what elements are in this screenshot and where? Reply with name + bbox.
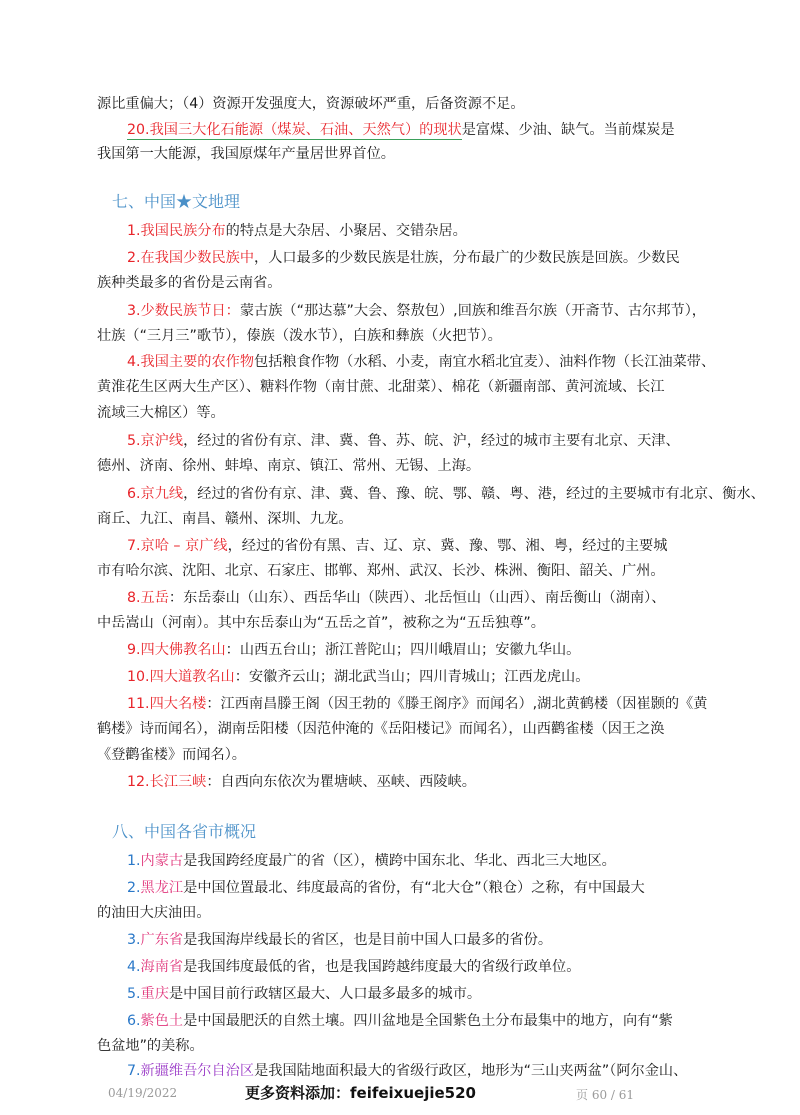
s8-item-6-cont: 色盆地”的美称。 <box>97 1038 204 1054</box>
s7-item-2-cont: 族种类最多的省份是云南省。 <box>97 275 282 291</box>
paragraph-continued: 源比重偏大；（4）资源开发强度大，资源破坏严重，后备资源不足。 <box>97 96 525 112</box>
footer-contact: 更多资料添加：feifeixuejie520 <box>245 1084 476 1102</box>
s8-item-4: 4.海南省是我国纬度最低的省，也是我国跨越纬度最大的省级行政单位。 <box>127 959 581 975</box>
s7-item-11-cont2: 《登鹳雀楼》而闻名）。 <box>97 747 246 763</box>
s8-item-2: 2.黑龙江是中国位置最北、纬度最高的省份，有“北大仓”（粮仓）之称，有中国最大 <box>127 880 645 896</box>
s7-item-10: 10.四大道教名山：安徽齐云山；湖北武当山；四川青城山；江西龙虎山。 <box>127 669 590 685</box>
s7-item-8: 8.五岳：东岳泰山（山东）、西岳华山（陕西）、北岳恒山（山西）、南岳衡山（湖南）、 <box>127 590 666 606</box>
footer-page-number: 页 60 / 61 <box>576 1088 635 1102</box>
s7-item-5-cont: 德州、济南、徐州、蚌埠、南京、镇江、常州、无锡、上海。 <box>97 458 481 474</box>
paragraph-20-line2: 我国第一大能源，我国原煤年产量居世界首位。 <box>97 146 395 162</box>
s8-item-3: 3.广东省是我国海岸线最长的省区，也是目前中国人口最多的省份。 <box>127 932 553 948</box>
s7-item-4: 4.我国主要的农作物包括粮食作物（水稻、小麦，南宜水稻北宜麦）、油料作物（长江油菜带、 <box>127 354 716 370</box>
s7-item-3: 3.少数民族节日：蒙古族（“那达慕”大会、祭敖包）,回族和维吾尔族（开斋节、古尔邦节）， <box>127 303 706 319</box>
s7-item-2: 2.在我国少数民族中，人口最多的少数民族是壮族，分布最广的少数民族是回族。少数民 <box>127 250 680 266</box>
s7-item-3-cont: 壮族（“三月三”歌节），傣族（泼水节），白族和彝族（火把节）。 <box>97 328 502 344</box>
s8-item-5: 5.重庆是中国目前行政辖区最大、人口最多最多的城市。 <box>127 986 482 1002</box>
s7-item-7: 7.京哈 – 京广线，经过的省份有黑、吉、辽、京、冀、豫、鄂、湘、粤，经过的主要城 <box>127 538 668 554</box>
section-7-heading: 七、中国★文地理 <box>112 192 241 211</box>
s7-item-12: 12.长江三峡：自西向东依次为瞿塘峡、巫峡、西陵峡。 <box>127 774 476 790</box>
s7-item-4-cont2: 流域三大棉区）等。 <box>97 405 225 421</box>
s8-item-2-cont: 的油田大庆油田。 <box>97 905 211 921</box>
s7-item-5: 5.京沪线，经过的省份有京、津、冀、鲁、苏、皖、沪，经过的城市主要有北京、天津、 <box>127 433 680 449</box>
s8-item-6: 6.紫色土是中国最肥沃的自然土壤。四川盆地是全国紫色土分布最集中的地方，向有“紫 <box>127 1013 673 1029</box>
s7-item-8-cont: 中岳嵩山（河南）。其中东岳泰山为“五岳之首”，被称之为“五岳独尊”。 <box>97 615 545 631</box>
s8-item-7: 7.新疆维吾尔自治区是我国陆地面积最大的省级行政区，地形为“三山夹两盆”（阿尔金山、 <box>127 1063 688 1079</box>
s8-item-1: 1.内蒙古是我国跨经度最广的省（区），横跨中国东北、华北、西北三大地区。 <box>127 853 616 869</box>
s7-item-1: 1.我国民族分布的特点是大杂居、小聚居、交错杂居。 <box>127 223 467 239</box>
s7-item-7-cont: 市有哈尔滨、沈阳、北京、石家庄、邯郸、郑州、武汉、长沙、株洲、衡阳、韶关、广州。 <box>97 563 665 579</box>
s7-item-6: 6.京九线，经过的省份有京、津、冀、鲁、豫、皖、鄂、赣、粤、港，经过的主要城市有北京、衡水、 <box>127 486 765 502</box>
s7-item-6-cont: 商丘、九江、南昌、赣州、深圳、九龙。 <box>97 511 353 527</box>
s7-item-4-cont1: 黄淮花生区两大生产区）、糖料作物（南甘蔗、北甜菜）、棉花（新疆南部、黄河流域、长江 <box>97 379 665 395</box>
s7-item-9: 9.四大佛教名山：山西五台山；浙江普陀山；四川峨眉山；安徽九华山。 <box>127 642 581 658</box>
s7-item-11-cont1: 鹤楼》诗而闻名），湖南岳阳楼（因范仲淹的《岳阳楼记》而闻名），山西鹳雀楼（因王之涣 <box>97 721 665 737</box>
s7-item-11: 11.四大名楼：江西南昌滕王阁（因王勃的《滕王阁序》而闻名）,湖北黄鹤楼（因崔颢的《黄 <box>127 696 708 712</box>
footer-date: 04/19/2022 <box>108 1086 178 1100</box>
paragraph-20: 20.我国三大化石能源（煤炭、石油、天然气）的现状是富煤、少油、缺气。当前煤炭是 <box>127 122 675 138</box>
section-8-heading: 八、中国各省市概况 <box>112 822 257 841</box>
